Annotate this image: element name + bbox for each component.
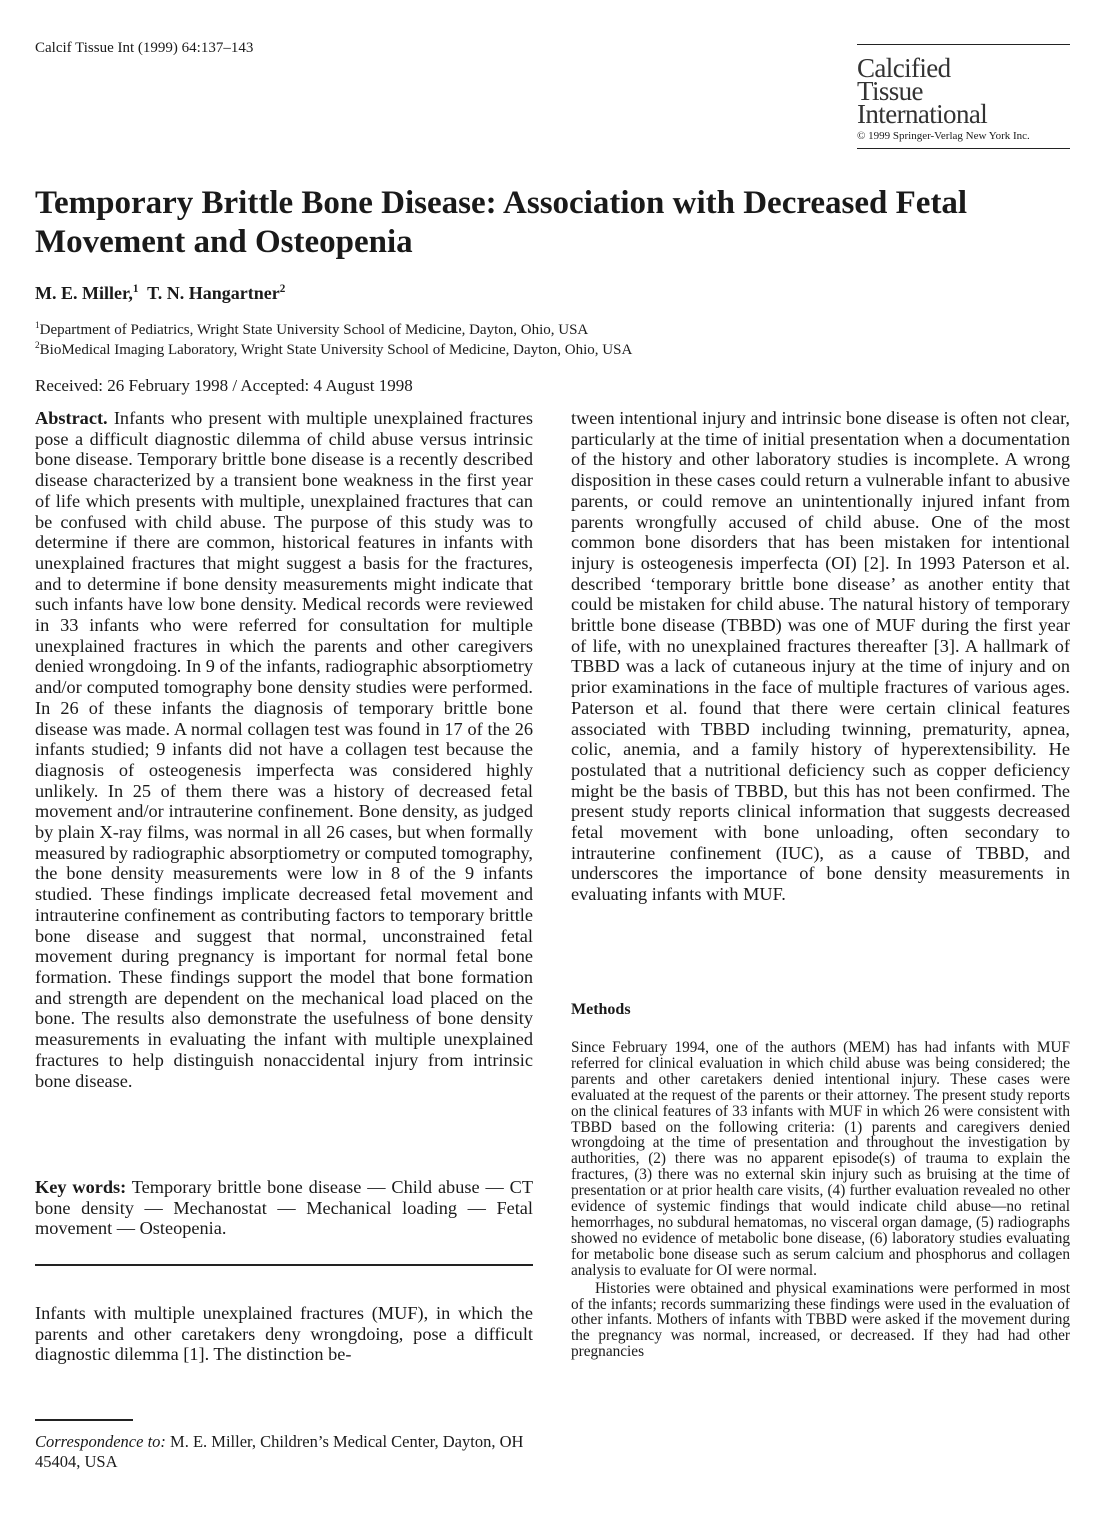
correspondence-footnote: [35, 1432, 533, 1472]
keywords-text: Temporary brittle bone disease — Child abuse — CT bone density — Mechanostat — Mechanical loading — Fetal movement — Osteopenia.: [35, 1177, 533, 1239]
keywords: [35, 1177, 533, 1239]
introduction-text: Infants with multiple unexplained fractures (MUF), in which the parents and other caretakers deny wrongdoing, pose a difficult diagnostic dilemma [1]. The distinction be-: [35, 1303, 533, 1365]
affiliation-line: [35, 320, 632, 340]
copyright-notice: © 1999 Springer-Verlag New York Inc.: [857, 130, 1030, 142]
methods-heading: Methods: [571, 1001, 631, 1018]
methods-section: [571, 1040, 1070, 1360]
author-name: T. N. Hangartner: [147, 283, 280, 303]
introduction-text-continued: tween intentional injury and intrinsic bone disease is often not clear, particularly at the time of initial presentation when a documentation of the history and other laboratory studies is incomplete. A wrong disposition in these cases could return a vulnerable infant to abusive parents, or could remove an unintentionally injured infant from parents wrongfully accused of child abuse. One of the most common bone disorders that has been mistaken for intentional injury is osteogenesis imperfecta (OI) [2]. In 1993 Paterson et al. described ‘temporary brittle bone disease’ as another entity that could be mistaken for child abuse. The natural history of temporary brittle bone disease (TBBD) was one of MUF during the first year of life, with no unexplained fractures thereafter [3]. A hallmark of TBBD was a lack of cutaneous injury at the time of injury and on prior examinations in the face of multiple fractures of various ages. Paterson et al. found that there were certain clinical features associated with TBBD including twinning, prematurity, apnea, colic, anemia, and a family history of hyperextensibility. He postulated that a nutritional deficiency such as copper deficiency might be the basis of TBBD, but this has not been confirmed. The present study reports clinical information that suggests decreased fetal movement with bone unloading, often secondary to intrauterine confinement (IUC), as a cause of TBBD, and underscores the importance of bone density measurements in evaluating infants with MUF.: [571, 408, 1070, 905]
abstract-text: Infants who present with multiple unexplained fractures pose a difficult diagnostic dilemma of child abuse versus intrinsic bone disease. Temporary brittle bone disease is a recently described disease characterized by a transient bone weakness in the first year of life which presents with multiple, unexplained fractures that can be confused with child abuse. The purpose of this study was to determine if there are common, historical features in infants with unexplained fractures that might suggest a basis for the fractures, and to determine if bone density measurements might indicate that such infants have low bone density. Medical records were reviewed in 33 infants who were referred for consultation for multiple unexplained fractures in which the parents and other caregivers denied wrongdoing. In 9 of the infants, radiographic absorptiometry and/or computed tomography bone density studies were performed. In 26 of these infants the diagnosis of temporary brittle bone disease was made. A normal collagen test was found in 17 of the 26 infants studied; 9 infants did not have a collagen test because the diagnosis of osteogenesis imperfecta was considered highly unlikely. In 25 of them there was a history of decreased fetal movement and/or intrauterine confinement. Bone density, as judged by plain X-ray films, was normal in all 26 cases, but when formally measured by radiographic absorptiometry or computed tomography, the bone density measurements were low in 8 of the 9 infants studied. These findings implicate decreased fetal movement and intrauterine confinement as contributing factors to temporary brittle bone disease and suggest that normal, unconstrained fetal movement during pregnancy is important for normal fetal bone formation. These findings support the model that bone formation and strength are dependent on the mechanical load placed on the bone. The results also demonstrate the usefulness of bone density measurements in evaluating the infant with multiple unexplained fractures to help distinguish nonaccidental injury from intrinsic bone disease.: [35, 408, 533, 1091]
affiliation-line: [35, 340, 632, 360]
correspondence-text: M. E. Miller, Children’s Medical Center, Dayton, OH 45404, USA: [35, 1432, 524, 1471]
keywords-label: Key words:: [35, 1177, 127, 1197]
section-divider: [35, 1264, 533, 1266]
author-affiliation-marker: 1: [132, 283, 139, 295]
methods-paragraph: Since February 1994, one of the authors (MEM) has had infants with MUF referred for clinical evaluation in which child abuse was being considered; the parents and other caretakers denied intentional injury. These cases were evaluated at the request of the parents or their attorney. The present study reports on the clinical features of 33 infants with MUF in which 26 were consistent with TBBD based on the following criteria: (1) parents and caregivers denied wrongdoing at the time of presentation and throughout the investigation by authorities, (2) there was no apparent episode(s) of trauma to explain the fractures, (3) there was no external skin injury such as bruising at the time of presentation or at prior health care visits, (4) further evaluation revealed no other evidence of systemic findings that would indicate child abuse—no retinal hemorrhages, no subdural hematomas, no visceral organ damage, (5) radiographs showed no evidence of metabolic bone disease, (6) laboratory studies evaluating for metabolic bone disease such as serum calcium and phosphorus and collagen analysis to evaluate for OI were normal.: [571, 1039, 1070, 1279]
affiliation-text: Department of Pediatrics, Wright State University School of Medicine, Dayton, Ohio, USA: [39, 322, 589, 338]
journal-name-line-1: Calcified: [857, 53, 951, 83]
author-list: [35, 283, 285, 304]
affiliation-number: 2: [35, 341, 40, 351]
journal-name-line-2: Tissue: [857, 76, 923, 106]
article-title: Temporary Brittle Bone Disease: Association with Decreased Fetal Movement and Osteopenia: [35, 185, 968, 260]
abstract: [35, 408, 533, 1091]
correspondence-label: Correspondence to:: [35, 1432, 166, 1451]
journal-logo: [857, 44, 1070, 149]
received-dates: Received: 26 February 1998 / Accepted: 4 August 1998: [35, 376, 413, 395]
affiliations: [35, 320, 632, 360]
methods-paragraph: Histories were obtained and physical examinations were performed in most of the infants; records summarizing these findings were used in the evaluation of other infants. Mothers of infants with TBBD were asked if the movement during the pregnancy was normal, increased, or decreased. If they had had other pregnancies: [571, 1279, 1070, 1361]
journal-name-line-3: International: [857, 99, 988, 129]
journal-citation: Calcif Tissue Int (1999) 64:137–143: [35, 40, 254, 56]
author-affiliation-marker: 2: [279, 283, 286, 295]
author-name: M. E. Miller,: [35, 283, 133, 303]
affiliation-text: BioMedical Imaging Laboratory, Wright State University School of Medicine, Dayton, Ohio, USA: [39, 342, 633, 358]
footnote-divider: [35, 1419, 133, 1421]
affiliation-number: 1: [35, 321, 40, 331]
abstract-label: Abstract.: [35, 408, 108, 428]
